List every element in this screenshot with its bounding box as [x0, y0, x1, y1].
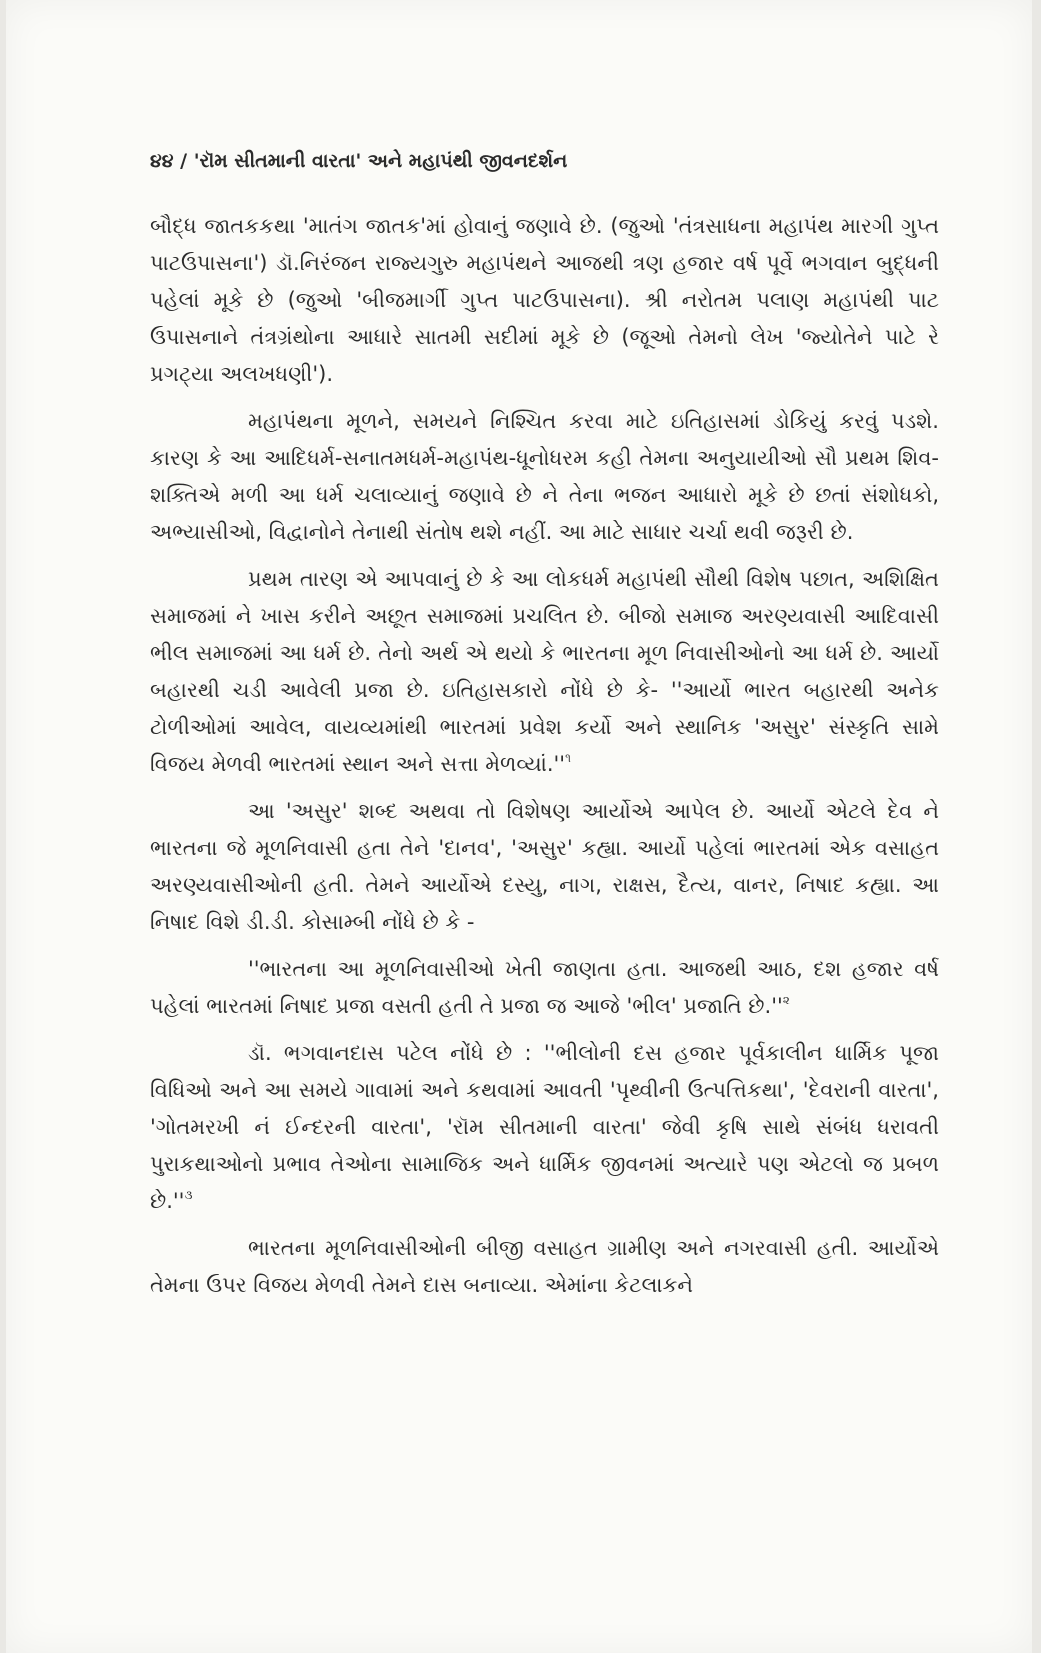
footnote-mark-2: ૨ — [782, 993, 790, 1007]
book-page — [6, 0, 1032, 1653]
paragraph-1-text: બૌદ્ધ જાતકકથા 'માતંગ જાતક'માં હોવાનું જણાવે છે. (જુઓ 'તંત્રસાધના મહાપંથ મારગી ગુપ્ત પાટઉપાસના') ડૉ.નિરંજન રાજ્યગુરુ મહાપંથને આજથી ત્રણ હજાર વર્ષ પૂર્વે ભગવાન બુદ્ધની પહેલાં મૂકે છે (જુઓ 'બીજમાર્ગી ગુપ્ત પાટઉપાસના). શ્રી નરોતમ પલાણ મહાપંથી પાટ ઉપાસનાને તંત્રગ્રંથોના આધારે સાતમી સદીમાં મૂકે છે (જૂઓ તેમનો લેખ 'જ્યોતેને પાટે રે પ્રગટ્યા અલખધણી'). — [150, 214, 939, 386]
paragraph-3 — [150, 561, 939, 783]
paragraph-7-text: ભારતના મૂળનિવાસીઓની બીજી વસાહત ગ્રામીણ અને નગરવાસી હતી. આર્યોએ તેમના ઉપર વિજય મેળવી તેમને દાસ બનાવ્યા. એમાંના કેટલાકને — [150, 1236, 939, 1297]
paragraph-4-text: આ 'અસુર' શબ્દ અથવા તો વિશેષણ આર્યોએ આપેલ છે. આર્યો એટલે દેવ ને ભારતના જે મૂળનિવાસી હતા તેને 'દાનવ', 'અસુર' કહ્યા. આર્યો પહેલાં ભારતમાં એક વસાહત અરણ્યવાસીઓની હતી. તેમને આર્યોએ દસ્યુ, નાગ, રાક્ષસ, દૈત્ય, વાનર, નિષાદ કહ્યા. આ નિષાદ વિશે ડી.ડી. કોસામ્બી નોંધે છે કે - — [150, 799, 939, 934]
paragraph-1 — [150, 208, 939, 393]
footnote-mark-1: ૧ — [565, 751, 571, 765]
body-text — [150, 208, 939, 1304]
paragraph-6-text: ડૉ. ભગવાનદાસ પટેલ નોંધે છે : ''ભીલોની દસ હજાર પૂર્વકાલીન ધાર્મિક પૂજા વિધિઓ અને આ સમયે ગાવામાં અને કથવામાં આવતી 'પૃથ્વીની ઉત્પત્તિકથા', 'દેવરાની વારતા', 'ગોતમરખી નં ઈન્દરની વારતા', 'રૉમ સીતમાની વારતા' જેવી કૃષિ સાથે સંબંધ ધરાવતી પુરાકથાઓનો પ્રભાવ તેઓના સામાજિક અને ધાર્મિક જીવનમાં અત્યારે પણ એટલો જ પ્રબળ છે.'' — [150, 1041, 939, 1213]
paragraph-5-quote — [150, 951, 939, 1025]
paragraph-3-text: પ્રથમ તારણ એ આપવાનું છે કે આ લોકધર્મ મહાપંથી સૌથી વિશેષ પછાત, અશિક્ષિત સમાજમાં ને ખાસ કરીને અછૂત સમાજમાં પ્રચલિત છે. બીજો સમાજ અરણ્યવાસી આદિવાસી ભીલ સમાજમાં આ ધર્મ છે. તેનો અર્થ એ થયો કે ભારતના મૂળ નિવાસીઓનો આ ધર્મ છે. આર્યો બહારથી ચડી આવેલી પ્રજા છે. ઇતિહાસકારો નોંધે છે કે- ''આર્યો ભારત બહારથી અનેક ટોળીઓમાં આવેલ, વાયવ્યમાંથી ભારતમાં પ્રવેશ કર્યો અને સ્થાનિક 'અસુર' સંસ્કૃતિ સામે વિજય મેળવી ભારતમાં સ્થાન અને સત્તા મેળવ્યાં.'' — [150, 567, 939, 776]
paragraph-7 — [150, 1230, 939, 1304]
footnote-mark-3: ૩ — [184, 1188, 193, 1202]
paragraph-4 — [150, 793, 939, 941]
paragraph-2 — [150, 403, 939, 551]
paragraph-6 — [150, 1035, 939, 1220]
paragraph-5-text: ''ભારતના આ મૂળનિવાસીઓ ખેતી જાણતા હતા. આજથી આઠ, દશ હજાર વર્ષ પહેલાં ભારતમાં નિષાદ પ્રજા વસતી હતી તે પ્રજા જ આજે 'ભીલ' પ્રજાતિ છે.'' — [150, 957, 939, 1018]
paragraph-2-text: મહાપંથના મૂળને, સમયને નિશ્ચિત કરવા માટે ઇતિહાસમાં ડોકિયું કરવું પડશે. કારણ કે આ આદિધર્મ-સનાતમધર્મ-મહાપંથ-ધૂનોધરમ કહી તેમના અનુયાયીઓ સૌ પ્રથમ શિવ-શક્તિએ મળી આ ધર્મ ચલાવ્યાનું જણાવે છે ને તેના ભજન આધારો મૂકે છે છતાં સંશોધકો, અભ્યાસીઓ, વિદ્વાનોને તેનાથી સંતોષ થશે નહીં. આ માટે સાધાર ચર્ચા થવી જરૂરી છે. — [150, 409, 939, 544]
running-header: ૪૪ / 'રૉમ સીતમાની વારતા' અને મહાપંથી જીવનદર્શન — [150, 150, 568, 172]
